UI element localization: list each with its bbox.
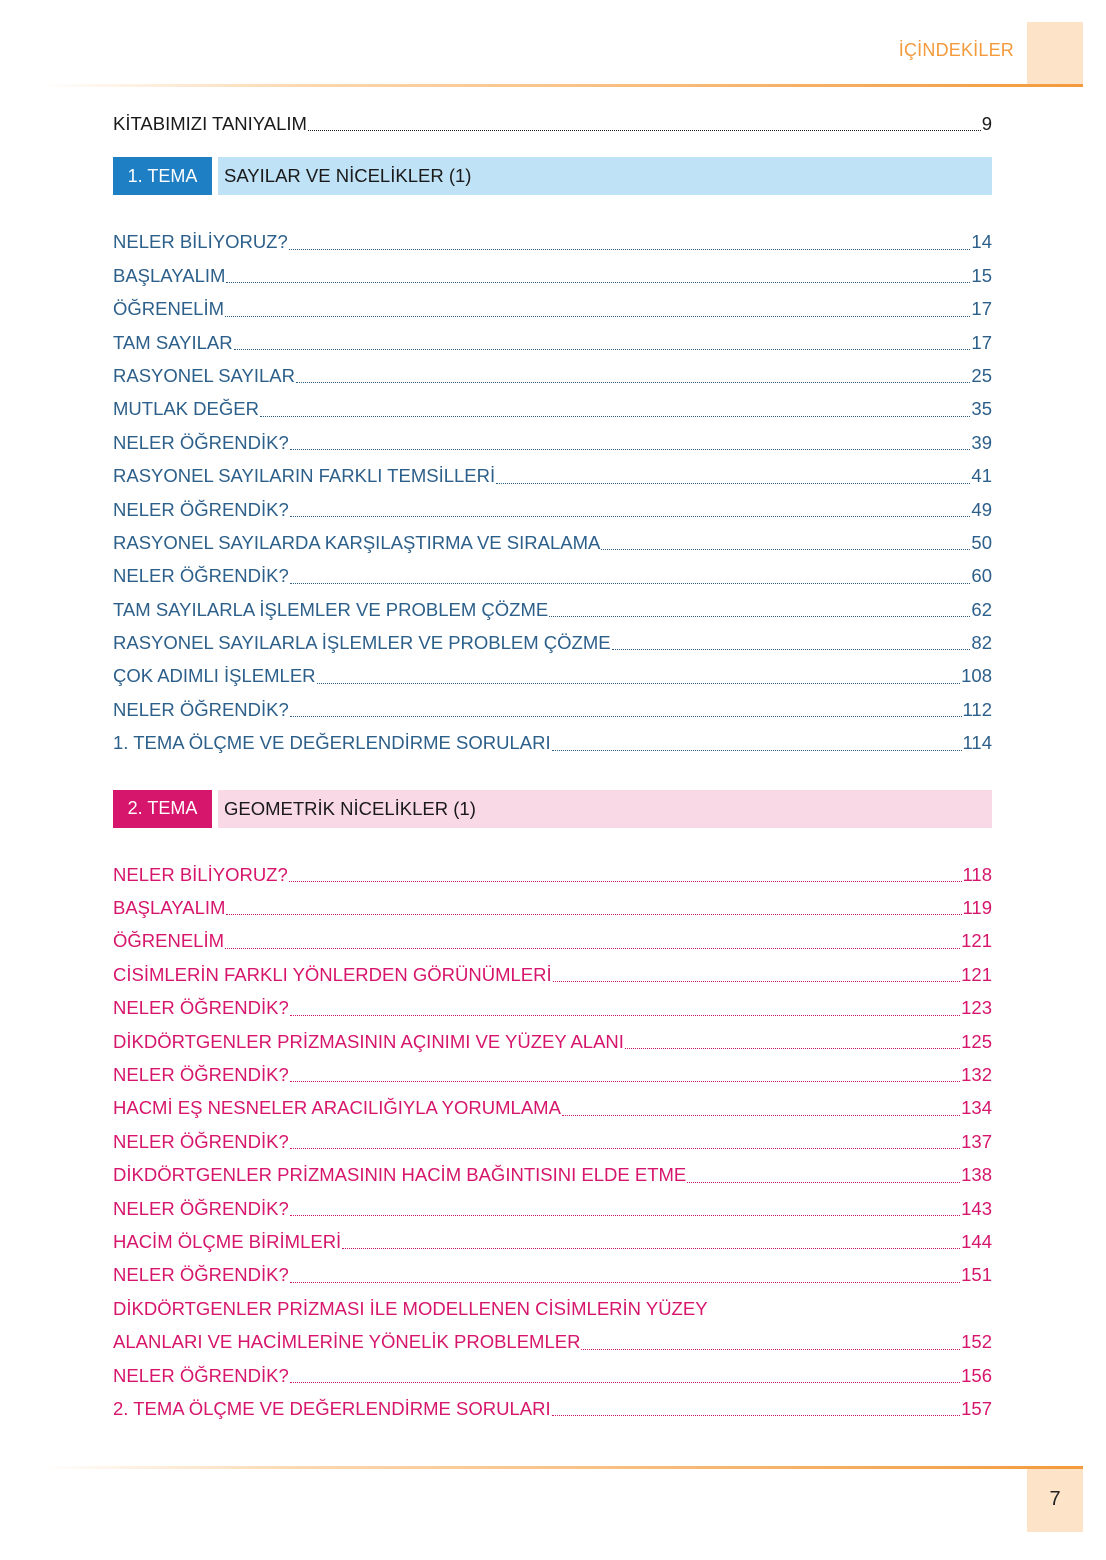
toc-entry-page: 25	[971, 364, 992, 386]
toc-entry[interactable]	[113, 991, 992, 1024]
toc-entry-title: ÖĞRENELİM	[113, 298, 225, 320]
toc-entry-multiline-line2[interactable]	[113, 1325, 992, 1358]
dot-leader	[290, 582, 971, 584]
dot-leader	[289, 248, 971, 250]
toc-entry-page: 119	[962, 897, 992, 919]
toc-entry-page: 134	[961, 1097, 992, 1119]
toc-entry[interactable]	[113, 1025, 992, 1058]
header-tab-decoration	[1027, 22, 1083, 85]
dot-leader	[317, 682, 961, 684]
dot-leader	[553, 980, 961, 982]
toc-entry-title: NELER BİLİYORUZ?	[113, 863, 288, 885]
toc-entry-page: 151	[961, 1264, 992, 1286]
dot-leader	[562, 1114, 960, 1116]
dot-leader	[290, 1080, 960, 1082]
dot-leader	[290, 1381, 960, 1383]
toc-entry-multiline-line1[interactable]: DİKDÖRTGENLER PRİZMASI İLE MODELLENEN CİSİMLERİN YÜZEY	[113, 1297, 708, 1319]
toc-entry-page: 14	[971, 231, 992, 253]
toc-entry[interactable]	[113, 924, 992, 957]
toc-entry[interactable]	[113, 1058, 992, 1091]
toc-entry[interactable]	[113, 359, 992, 392]
dot-leader	[290, 1281, 960, 1283]
toc-entry[interactable]	[113, 292, 992, 325]
toc-entry-title: NELER ÖĞRENDİK?	[113, 997, 289, 1019]
dot-leader	[226, 281, 970, 283]
toc-entry-page: 123	[961, 997, 992, 1019]
toc-entry-title: NELER ÖĞRENDİK?	[113, 1364, 289, 1386]
toc-entry-title: NELER ÖĞRENDİK?	[113, 1130, 289, 1152]
dot-leader	[308, 129, 981, 131]
toc-entry-page: 118	[962, 863, 992, 885]
dot-leader	[552, 749, 962, 751]
toc-entry-title: 2. TEMA ÖLÇME VE DEĞERLENDİRME SORULARI	[113, 1397, 551, 1419]
toc-entry-title: NELER ÖĞRENDİK?	[113, 565, 289, 587]
toc-entry-title: NELER ÖĞRENDİK?	[113, 431, 289, 453]
theme-2-title: GEOMETRİK NİCELİKLER (1)	[218, 790, 992, 828]
dot-leader	[549, 615, 970, 617]
toc-entry-title: RASYONEL SAYILARLA İŞLEMLER VE PROBLEM ÇÖZME	[113, 632, 611, 654]
toc-entry[interactable]	[113, 891, 992, 924]
toc-entry-page: 121	[961, 930, 992, 952]
toc-entry[interactable]	[113, 1192, 992, 1225]
toc-entry-page: 144	[961, 1230, 992, 1252]
dot-leader	[581, 1348, 960, 1350]
toc-entry-page: 143	[961, 1197, 992, 1219]
dot-leader	[296, 381, 970, 383]
dot-leader	[290, 1214, 960, 1216]
toc-entry-title: MUTLAK DEĞER	[113, 398, 259, 420]
toc-entry[interactable]	[113, 559, 992, 592]
toc-entry-title: RASYONEL SAYILARDA KARŞILAŞTIRMA VE SIRALAMA	[113, 531, 601, 553]
toc-entry[interactable]	[113, 858, 992, 891]
toc-entry-title: NELER BİLİYORUZ?	[113, 231, 288, 253]
toc-entry[interactable]	[113, 1091, 992, 1124]
toc-entry[interactable]	[113, 593, 992, 626]
toc-entry[interactable]	[113, 726, 992, 759]
toc-entry-intro[interactable]	[113, 107, 992, 140]
toc-entry[interactable]	[113, 1359, 992, 1392]
toc-entry[interactable]	[113, 626, 992, 659]
toc-entry[interactable]	[113, 1258, 992, 1291]
toc-entry-page: 156	[961, 1364, 992, 1386]
dot-leader	[226, 913, 961, 915]
header-divider	[40, 84, 1083, 87]
header-title: İÇİNDEKİLER	[898, 40, 1014, 60]
dot-leader	[496, 482, 970, 484]
theme-1-title: SAYILAR VE NİCELİKLER (1)	[218, 157, 992, 195]
toc-entry-title: DİKDÖRTGENLER PRİZMASININ HACİM BAĞINTISINI ELDE ETME	[113, 1164, 687, 1186]
toc-entry-title: ALANLARI VE HACİMLERİNE YÖNELİK PROBLEMLER	[113, 1331, 581, 1353]
toc-entry[interactable]	[113, 1125, 992, 1158]
dot-leader	[260, 415, 970, 417]
toc-entry-title: RASYONEL SAYILARIN FARKLI TEMSİLLERİ	[113, 465, 496, 487]
dot-leader	[290, 1014, 960, 1016]
toc-entry-title: NELER ÖĞRENDİK?	[113, 1264, 289, 1286]
toc-entry-title: NELER ÖĞRENDİK?	[113, 1063, 289, 1085]
dot-leader	[687, 1181, 960, 1183]
toc-entry[interactable]	[113, 1392, 992, 1425]
toc-entry[interactable]	[113, 326, 992, 359]
toc-entry-title: CİSİMLERİN FARKLI YÖNLERDEN GÖRÜNÜMLERİ	[113, 963, 552, 985]
toc-entry-page: 112	[962, 698, 992, 720]
theme-1-entries	[113, 225, 992, 759]
toc-entry[interactable]	[113, 526, 992, 559]
toc-entry-page: 114	[962, 732, 992, 754]
toc-entry[interactable]	[113, 1158, 992, 1191]
toc-entry-title: RASYONEL SAYILAR	[113, 364, 295, 386]
dot-leader	[289, 880, 962, 882]
dot-leader	[552, 1414, 961, 1416]
page-number: 7	[1049, 1488, 1061, 1510]
toc-entry-page: 60	[971, 565, 992, 587]
dot-leader	[234, 348, 971, 350]
toc-entry[interactable]	[113, 259, 992, 292]
toc-entry-title: NELER ÖĞRENDİK?	[113, 498, 289, 520]
toc-entry-title: TAM SAYILAR	[113, 331, 233, 353]
theme-2-header	[113, 790, 992, 828]
toc-entry-page: 15	[971, 264, 992, 286]
toc-entry-page: 82	[971, 632, 992, 654]
toc-entry-title: NELER ÖĞRENDİK?	[113, 1197, 289, 1219]
theme-2-entries-after	[113, 1359, 992, 1426]
dot-leader	[342, 1247, 960, 1249]
table-of-contents	[113, 107, 992, 1425]
theme-2-tag: 2. TEMA	[113, 790, 212, 828]
dot-leader	[625, 1047, 960, 1049]
toc-entry-page: 39	[971, 431, 992, 453]
dot-leader	[225, 315, 970, 317]
theme-1-header	[113, 157, 992, 195]
toc-entry-title: NELER ÖĞRENDİK?	[113, 698, 289, 720]
theme-2-entries	[113, 858, 992, 1292]
toc-entry-page: 132	[961, 1063, 992, 1085]
toc-entry-title: BAŞLAYALIM	[113, 897, 226, 919]
toc-entry-title: ÖĞRENELİM	[113, 930, 225, 952]
toc-entry-page: 121	[961, 963, 992, 985]
toc-entry-page: 138	[961, 1164, 992, 1186]
toc-entry[interactable]	[113, 392, 992, 425]
toc-entry-page: 17	[971, 298, 992, 320]
toc-entry-page: 125	[961, 1030, 992, 1052]
toc-entry-title: DİKDÖRTGENLER PRİZMASININ AÇINIMI VE YÜZEY ALANI	[113, 1030, 624, 1052]
toc-entry[interactable]	[113, 493, 992, 526]
toc-entry-page: 41	[971, 465, 992, 487]
dot-leader	[225, 947, 960, 949]
toc-entry-page: 9	[981, 113, 992, 134]
toc-entry-title: 1. TEMA ÖLÇME VE DEĞERLENDİRME SORULARI	[113, 732, 551, 754]
toc-entry-page: 17	[971, 331, 992, 353]
toc-entry[interactable]	[113, 225, 992, 258]
toc-entry-page: 35	[971, 398, 992, 420]
dot-leader	[290, 1147, 960, 1149]
toc-entry[interactable]	[113, 958, 992, 991]
toc-entry[interactable]	[113, 1225, 992, 1258]
toc-entry-page: 108	[961, 665, 992, 687]
toc-entry-title: BAŞLAYALIM	[113, 264, 226, 286]
dot-leader	[290, 715, 962, 717]
dot-leader	[290, 448, 971, 450]
toc-entry-title: TAM SAYILARLA İŞLEMLER VE PROBLEM ÇÖZME	[113, 598, 549, 620]
toc-entry-page: 49	[971, 498, 992, 520]
toc-entry[interactable]	[113, 659, 992, 692]
toc-entry-page: 152	[961, 1331, 992, 1353]
toc-entry-title: KİTABIMIZI TANIYALIM	[113, 113, 307, 134]
dot-leader	[601, 548, 970, 550]
toc-entry-title: HACİM ÖLÇME BİRİMLERİ	[113, 1230, 342, 1252]
toc-entry-page: 157	[961, 1397, 992, 1419]
toc-entry-page: 137	[961, 1130, 992, 1152]
toc-entry[interactable]	[113, 426, 992, 459]
dot-leader	[612, 648, 971, 650]
toc-entry-title: HACMİ EŞ NESNELER ARACILIĞIYLA YORUMLAMA	[113, 1097, 561, 1119]
toc-entry[interactable]	[113, 693, 992, 726]
toc-entry-title: ÇOK ADIMLI İŞLEMLER	[113, 665, 316, 687]
toc-entry-page: 50	[971, 531, 992, 553]
toc-entry-page: 62	[971, 598, 992, 620]
footer-divider	[40, 1466, 1083, 1469]
toc-entry[interactable]	[113, 459, 992, 492]
theme-1-tag: 1. TEMA	[113, 157, 212, 195]
dot-leader	[290, 515, 971, 517]
